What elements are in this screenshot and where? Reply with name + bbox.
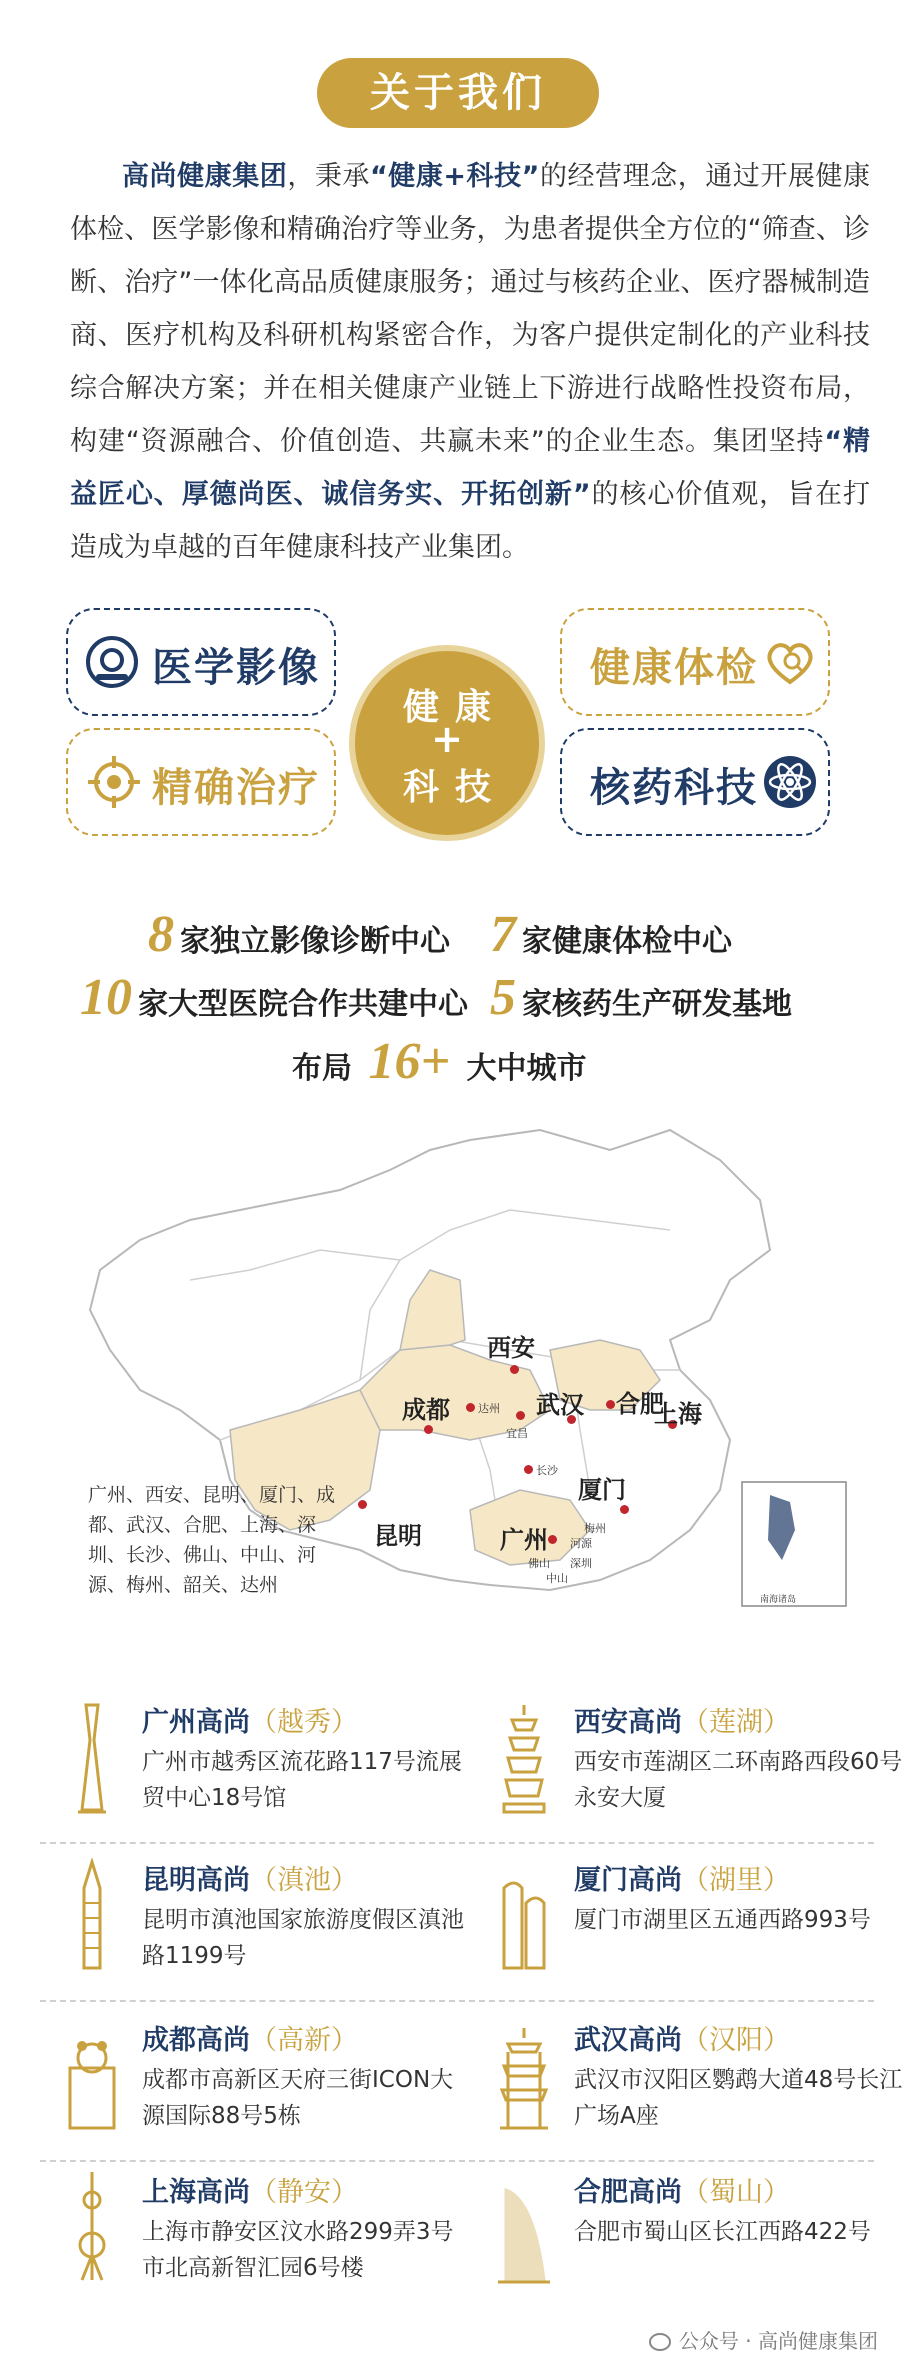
imaging-scanner-icon <box>82 632 142 692</box>
address-text: 广州市越秀区流花路117号流展贸中心18号馆 <box>142 1749 462 1811</box>
map-label-foshan: 佛山 <box>528 1557 550 1570</box>
wechat-icon <box>649 2333 671 2351</box>
address-name <box>142 2170 358 2209</box>
address-city: 成都高尚 <box>142 2025 250 2056</box>
tile-medical-imaging <box>66 608 336 716</box>
center-badge-bottom: 科技 <box>402 767 507 808</box>
address-kunming <box>62 1858 462 1988</box>
tile-label: 精确治疗 <box>152 765 320 811</box>
address-name <box>574 1858 790 1897</box>
stat-text: 大中城市 <box>466 1051 587 1086</box>
map-label-yichang: 宜昌 <box>506 1427 528 1440</box>
map-label-shenzhen: 深圳 <box>570 1557 592 1570</box>
center-badge-top: 健康 <box>402 687 507 728</box>
panda-icon <box>62 2018 122 2138</box>
hefei-landmark-icon <box>494 2170 554 2290</box>
address-shanghai <box>62 2170 462 2300</box>
map-dot-guangzhou <box>548 1535 557 1544</box>
map-label-changsha: 长沙 <box>536 1464 558 1477</box>
map-label-wuhan: 武汉 <box>536 1391 584 1419</box>
address-xiamen <box>494 1858 894 1988</box>
heart-search-icon <box>760 632 820 692</box>
address-text: 上海市静安区汶水路299弄3号市北高新智汇园6号楼 <box>142 2219 454 2281</box>
address-city: 武汉高尚 <box>574 2025 682 2056</box>
address-city: 厦门高尚 <box>574 1865 682 1896</box>
stat-text: 家健康体检中心 <box>522 924 732 959</box>
map-dot-hefei <box>606 1400 615 1409</box>
address-text: 西安市莲湖区二环南路西段60号永安大厦 <box>574 1749 903 1811</box>
footer-text: 公众号 · 高尚健康集团 <box>678 2329 878 2353</box>
divider <box>40 1842 874 1844</box>
divider <box>40 2000 874 2002</box>
address-name <box>574 1700 790 1739</box>
map-dot-xian <box>510 1365 519 1374</box>
tile-health-checkup <box>560 608 830 716</box>
address-district: （静安） <box>250 2177 358 2208</box>
map-dot-xiamen <box>620 1505 629 1514</box>
intro-text-a: ，秉承 <box>287 161 370 192</box>
map-dot-yichang <box>516 1411 525 1420</box>
stat-text: 家核药生产研发基地 <box>522 987 792 1022</box>
stat-number: 8 <box>148 906 174 963</box>
tile-precision-treatment <box>66 728 336 836</box>
map-label-inset: 南海诸岛 <box>760 1595 797 1605</box>
intro-paragraph <box>70 150 870 574</box>
map-label-hefei: 合肥 <box>616 1390 664 1418</box>
intro-text-c: 的核心价值观，旨在打造成为卓越的百年健康科技产业集团。 <box>70 479 870 563</box>
address-name <box>142 1858 358 1897</box>
map-dot-kunming <box>358 1500 367 1509</box>
map-inset <box>742 1482 846 1606</box>
map-label-dazhou: 达州 <box>478 1402 500 1415</box>
atom-icon <box>760 752 820 812</box>
address-district: （滇池） <box>250 1865 358 1896</box>
stat-number: 5 <box>490 969 516 1026</box>
address-district: （越秀） <box>250 1707 358 1738</box>
address-text: 厦门市湖里区五通西路993号 <box>574 1907 871 1933</box>
center-badge-plus: + <box>431 717 463 761</box>
map-dot-dazhou <box>466 1403 475 1412</box>
stat-hospital-centers <box>80 968 468 1027</box>
canton-tower-icon <box>62 1700 122 1820</box>
address-hefei <box>494 2170 894 2300</box>
intro-text-b: 的经营理念，通过开展健康体检、医学影像和精确治疗等业务，为患者提供全方位的“筛查、诊断、治疗”一体化高品质健康服务；通过与核药企业、医疗器械制造商、医疗机构及科研机构紧密合作，为客户提供定制化的产业科技综合解决方案；并在相关健康产业链上下游进行战略性投资布局，构建“资源融合、价值创造、共赢未来”的企业生态。集团坚持 <box>70 161 871 457</box>
address-city: 合肥高尚 <box>574 2177 682 2208</box>
address-text: 合肥市蜀山区长江西路422号 <box>574 2219 871 2245</box>
map-label-guangzhou: 广州 <box>500 1526 548 1554</box>
center-badge <box>349 645 545 841</box>
map-label-zhongshan: 中山 <box>546 1572 568 1585</box>
address-district: （莲湖） <box>682 1707 790 1738</box>
address-district: （蜀山） <box>682 2177 790 2208</box>
oriental-pearl-tower-icon <box>62 2170 122 2290</box>
address-name <box>142 1700 358 1739</box>
address-xian <box>494 1700 903 1830</box>
address-name <box>142 2018 358 2057</box>
address-name <box>574 2018 790 2057</box>
address-chengdu <box>62 2018 462 2148</box>
page-title: 关于我们 <box>317 58 599 128</box>
stat-prefix: 布局 <box>292 1051 352 1086</box>
address-district: （高新） <box>250 2025 358 2056</box>
address-guangzhou <box>62 1700 462 1830</box>
stat-number: 10 <box>80 969 132 1026</box>
intro-concept: “健康+科技” <box>369 161 540 192</box>
map-label-shanghai: 上海 <box>654 1400 702 1428</box>
map-label-xian: 西安 <box>487 1334 535 1362</box>
tile-label: 核药科技 <box>590 765 758 811</box>
stat-nuclear-bases <box>490 968 792 1027</box>
address-city: 广州高尚 <box>142 1707 250 1738</box>
tower-icon <box>62 1858 122 1978</box>
map-label-heyuan: 河源 <box>570 1537 592 1550</box>
map-city-list: 广州、西安、昆明、厦门、成都、武汉、合肥、上海、深圳、长沙、佛山、中山、河源、梅州、韶关、达州 <box>88 1484 336 1596</box>
tile-nuclear-pharma <box>560 728 830 836</box>
address-district: （汉阳） <box>682 2025 790 2056</box>
stat-cities <box>292 1032 587 1091</box>
address-district: （湖里） <box>682 1865 790 1896</box>
stat-text: 家独立影像诊断中心 <box>180 924 450 959</box>
address-city: 上海高尚 <box>142 2177 250 2208</box>
address-city: 西安高尚 <box>574 1707 682 1738</box>
address-name <box>574 2170 790 2209</box>
address-wuhan <box>494 2018 903 2148</box>
map-dot-changsha <box>524 1465 533 1474</box>
map-label-chengdu: 成都 <box>402 1396 450 1424</box>
tile-label: 医学影像 <box>152 645 320 691</box>
target-icon <box>84 752 144 812</box>
address-city: 昆明高尚 <box>142 1865 250 1896</box>
stat-number: 16+ <box>368 1033 451 1090</box>
tile-label: 健康体检 <box>590 645 758 691</box>
stat-number: 7 <box>490 906 516 963</box>
stat-imaging-centers <box>148 905 450 964</box>
map-dot-chengdu <box>424 1425 433 1434</box>
address-text: 昆明市滇池国家旅游度假区滇池路1199号 <box>142 1907 464 1969</box>
footer-watermark <box>649 2325 878 2354</box>
stat-text: 家大型医院合作共建中心 <box>138 987 468 1022</box>
map-label-kunming: 昆明 <box>374 1522 422 1550</box>
map-label-meizhou: 梅州 <box>584 1522 606 1535</box>
pagoda-icon <box>494 1700 554 1820</box>
map-label-xiamen: 厦门 <box>578 1476 626 1504</box>
twin-towers-icon <box>494 1858 554 1978</box>
address-text: 武汉市汉阳区鹦鹉大道48号长江广场A座 <box>574 2067 903 2129</box>
divider <box>40 2160 874 2162</box>
yellow-crane-tower-icon <box>494 2018 554 2138</box>
address-text: 成都市高新区天府三街ICON大源国际88号5栋 <box>142 2067 454 2129</box>
intro-values: “精益匠心、厚德尚医、诚信务实、开拓创新” <box>70 426 870 510</box>
intro-company-name: 高尚健康集团 <box>122 161 288 192</box>
stat-checkup-centers <box>490 905 732 964</box>
